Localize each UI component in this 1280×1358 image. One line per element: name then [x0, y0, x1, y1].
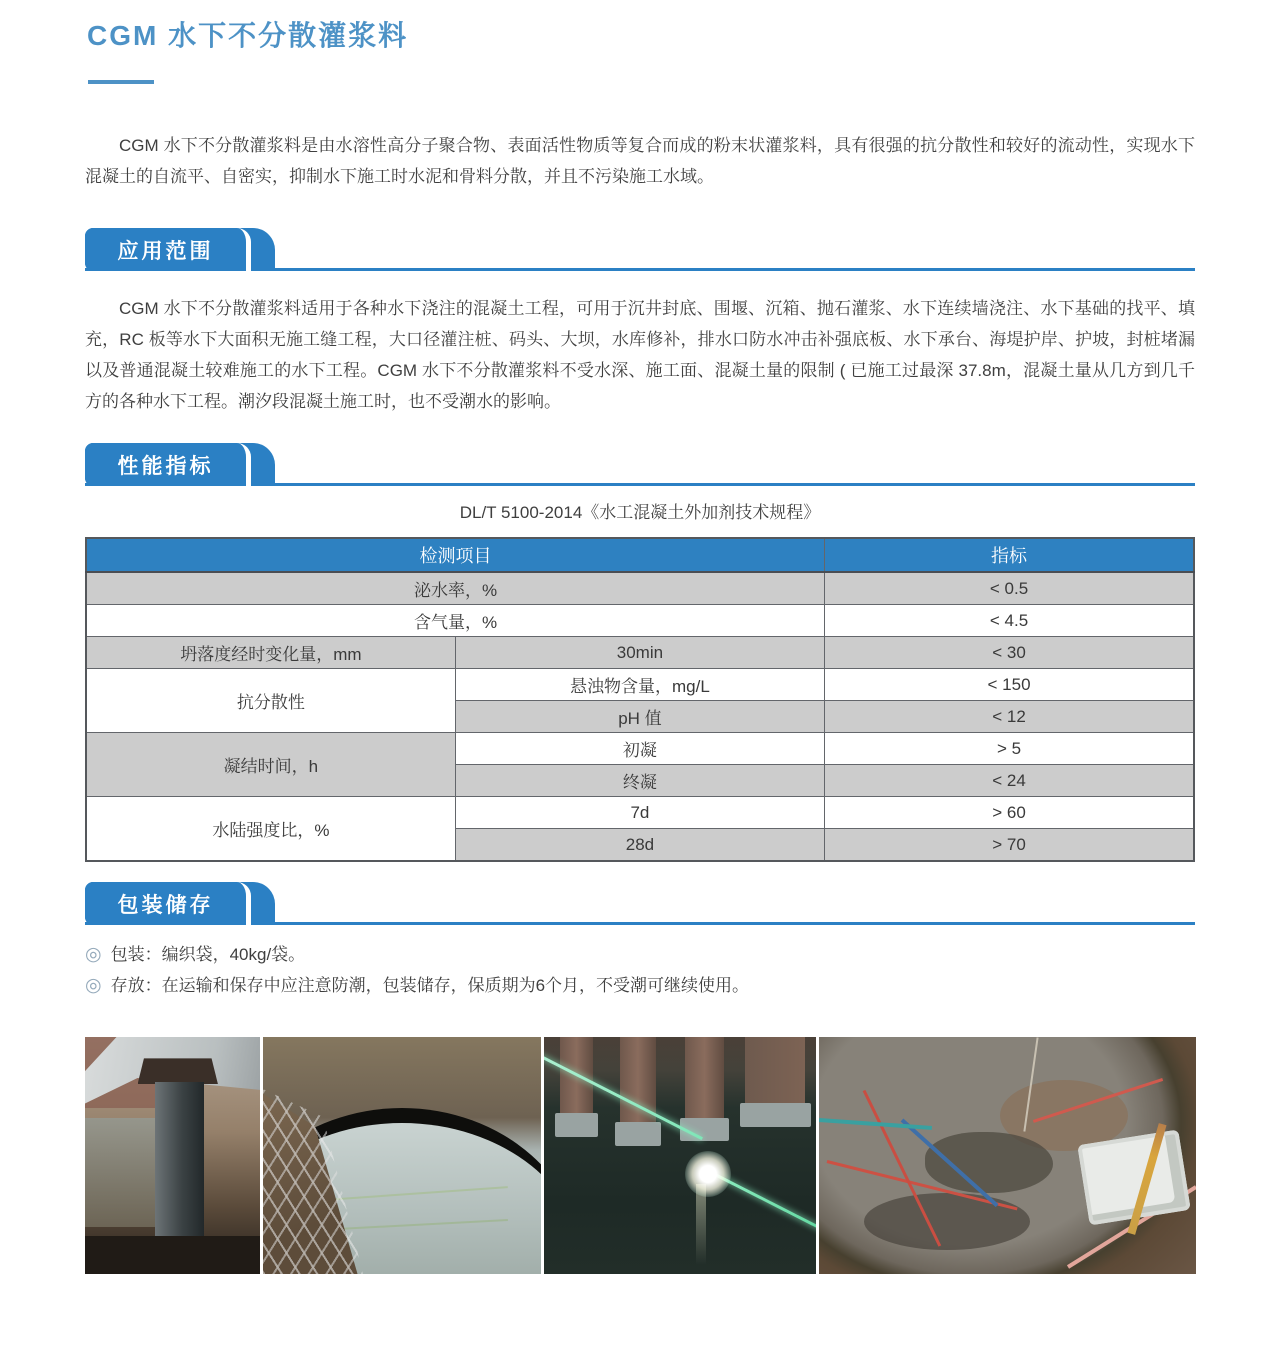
photo-shape: [615, 1122, 661, 1146]
photo-caisson-pit-mud-cables: [819, 1037, 1196, 1274]
cell-subitem: 7d: [455, 797, 824, 829]
section-header-performance: [85, 443, 1195, 486]
photo-shape: [138, 1058, 219, 1084]
cell-value: < 24: [825, 765, 1194, 797]
list-item: [85, 970, 1195, 1001]
photo-shape: [555, 1113, 599, 1137]
performance-table: [85, 537, 1195, 862]
intro-paragraph: CGM 水下不分散灌浆料是由水溶性高分子聚合物、表面活性物质等复合而成的粉末状灌浆料，具有很强的抗分散性和较好的流动性，实现水下混凝土的自流平、自密实，抑制水下施工时水泥和骨料分散，并且不污染施工水域。: [85, 136, 1195, 186]
cell-subitem: 初凝: [455, 733, 824, 765]
page-title: CGM 水下不分散灌浆料: [87, 20, 409, 51]
photo-shape: [155, 1082, 204, 1253]
cell-value: < 30: [825, 637, 1194, 669]
site-photo-strip: [85, 1037, 1195, 1274]
cell-item: 水陆强度比，%: [86, 797, 455, 862]
photo-shape: [740, 1103, 811, 1127]
section-header-packaging: [85, 882, 1195, 925]
photo-shape: [745, 1037, 805, 1108]
cell-subitem: 30min: [455, 637, 824, 669]
table-row: [86, 797, 1194, 829]
application-paragraph: CGM 水下不分散灌浆料适用于各种水下浇注的混凝土工程，可用于沉井封底、围堰、沉箱、抛石灌浆、水下连续墙浇注、水下基础的找平、填充，RC 板等水下大面积无施工缝工程，大口径灌注桩、码头、大坝，水库修补，排水口防水冲击补强底板、水下承台、海堤护岸、护坡，封桩堵漏以及普通混凝土较难施工的水下工程。CGM 水下不分散灌浆料不受水深、施工面、混凝土量的限制 ( 已施工过最深 37.8m，混凝土量从几方到几千方的各种水下工程。潮汐段混凝土施工时，也不受潮水的影响。: [85, 299, 1195, 411]
table-header-row: [86, 538, 1194, 572]
ring-bullet-icon: ◎: [85, 975, 102, 996]
cell-value: < 12: [825, 701, 1194, 733]
cell-value: < 4.5: [825, 605, 1194, 637]
photo-bridge-pier-column-over-water: [85, 1037, 260, 1274]
photo-shape: [819, 1118, 932, 1130]
photo-shape: [85, 1118, 155, 1227]
photo-shape: [925, 1132, 1053, 1194]
list-item: [85, 939, 1195, 970]
table-row: [86, 572, 1194, 605]
col-header-test-item: 检测项目: [86, 538, 825, 572]
photo-pier-jacket-repair-closeup: [263, 1037, 541, 1274]
cell-value: > 60: [825, 797, 1194, 829]
packaging-list: [85, 939, 1195, 1001]
cell-item: 凝结时间，h: [86, 733, 455, 797]
cell-value: > 70: [825, 829, 1194, 862]
underwater-light-glow: [685, 1151, 731, 1197]
title-underline: [88, 80, 154, 84]
cell-item: 抗分散性: [86, 669, 455, 733]
table-row: [86, 733, 1194, 765]
cell-subitem: 终凝: [455, 765, 824, 797]
photo-night-piers-green-laser: [544, 1037, 816, 1274]
cell-item: 含气量，%: [86, 605, 825, 637]
standard-reference: DL/T 5100-2014《水工混凝土外加剂技术规程》: [459, 503, 821, 522]
photo-shape: [685, 1037, 723, 1122]
list-item-text: 存放：在运输和保存中应注意防潮，包装储存，保质期为6个月，不受潮可继续使用。: [110, 976, 750, 995]
datasheet-page: [0, 14, 1280, 1274]
cell-item: 坍落度经时变化量，mm: [86, 637, 455, 669]
photo-shape: [560, 1037, 593, 1118]
list-item-text: 包装：编织袋，40kg/袋。: [110, 945, 306, 964]
table-row: [86, 637, 1194, 669]
cell-value: > 5: [825, 733, 1194, 765]
table-row: [86, 669, 1194, 701]
cell-value: < 150: [825, 669, 1194, 701]
section-header-application: [85, 228, 1195, 271]
cell-subitem: 28d: [455, 829, 824, 862]
photo-shape: [864, 1193, 1030, 1250]
section-badge-packaging: 包装储存: [85, 882, 251, 925]
section-badge-performance: 性能指标: [85, 443, 251, 486]
table-row: [86, 605, 1194, 637]
cell-value: < 0.5: [825, 572, 1194, 605]
ring-bullet-icon: ◎: [85, 944, 102, 965]
cell-subitem: 悬浊物含量，mg/L: [455, 669, 824, 701]
section-badge-application: 应用范围: [85, 228, 251, 271]
cell-subitem: pH 值: [455, 701, 824, 733]
col-header-indicator: 指标: [825, 538, 1194, 572]
cell-item: 泌水率，%: [86, 572, 825, 605]
photo-shape: [85, 1236, 260, 1274]
